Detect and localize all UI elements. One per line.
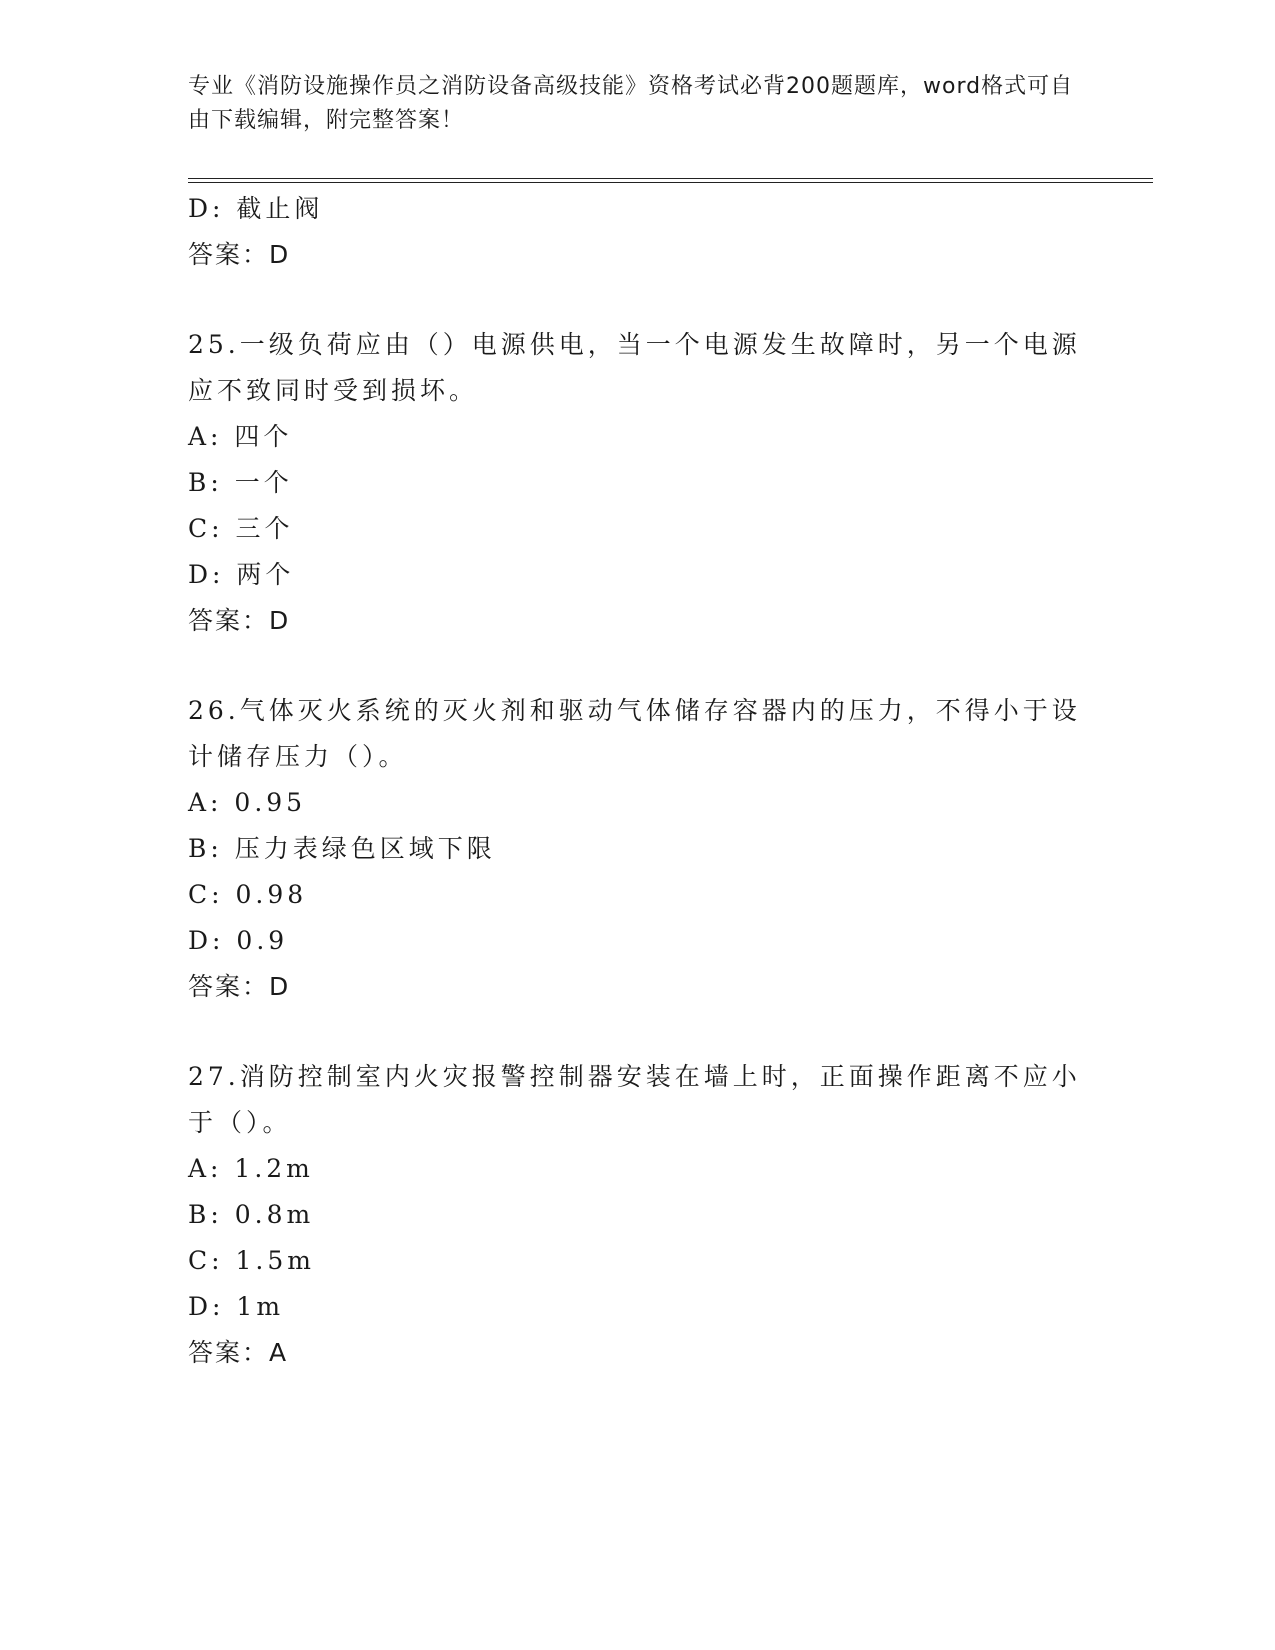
question-stem: 25.一级负荷应由（）电源供电，当一个电源发生故障时，另一个电源	[188, 330, 1081, 359]
question-block	[188, 1054, 1088, 1376]
answer-line: 答案：D	[188, 972, 291, 1001]
option-d: D: 0.9	[188, 926, 289, 955]
option-c: C: 三个	[188, 514, 294, 543]
option-b: B: 压力表绿色区域下限	[188, 834, 496, 863]
question-stem-cont: 应不致同时受到损坏。	[188, 376, 479, 405]
option-b: B: 一个	[188, 468, 293, 497]
option-b: B: 0.8m	[188, 1200, 315, 1229]
answer-line: 答案：A	[188, 1338, 289, 1367]
question-stem-cont: 计储存压力（）。	[188, 742, 408, 771]
answer-line: 答案：D	[188, 606, 291, 635]
question-block	[188, 322, 1088, 644]
option-d: D: 两个	[188, 560, 295, 589]
option-a: A: 1.2m	[188, 1154, 314, 1183]
question-stem: 26.气体灭火系统的灭火剂和驱动气体储存容器内的压力，不得小于设	[188, 696, 1081, 725]
question-stem: 27.消防控制室内火灾报警控制器安装在墙上时，正面操作距离不应小	[188, 1062, 1081, 1091]
header-divider-top	[188, 178, 1153, 179]
answer-line: 答案：D	[188, 240, 291, 269]
question-stem-cont: 于（）。	[188, 1108, 292, 1137]
option-a: A: 四个	[188, 422, 293, 451]
option-d: D: 1m	[188, 1292, 285, 1321]
question-block	[188, 688, 1088, 1010]
header-divider-bottom	[188, 182, 1153, 183]
option-d: D: 截止阀	[188, 194, 324, 223]
option-c: C: 0.98	[188, 880, 308, 909]
option-a: A: 0.95	[188, 788, 307, 817]
question-content	[188, 186, 1088, 1376]
option-c: C: 1.5m	[188, 1246, 315, 1275]
document-header: 专业《消防设施操作员之消防设备高级技能》资格考试必背200题题库，word格式可自由下载编辑，附完整答案！	[188, 74, 1074, 133]
